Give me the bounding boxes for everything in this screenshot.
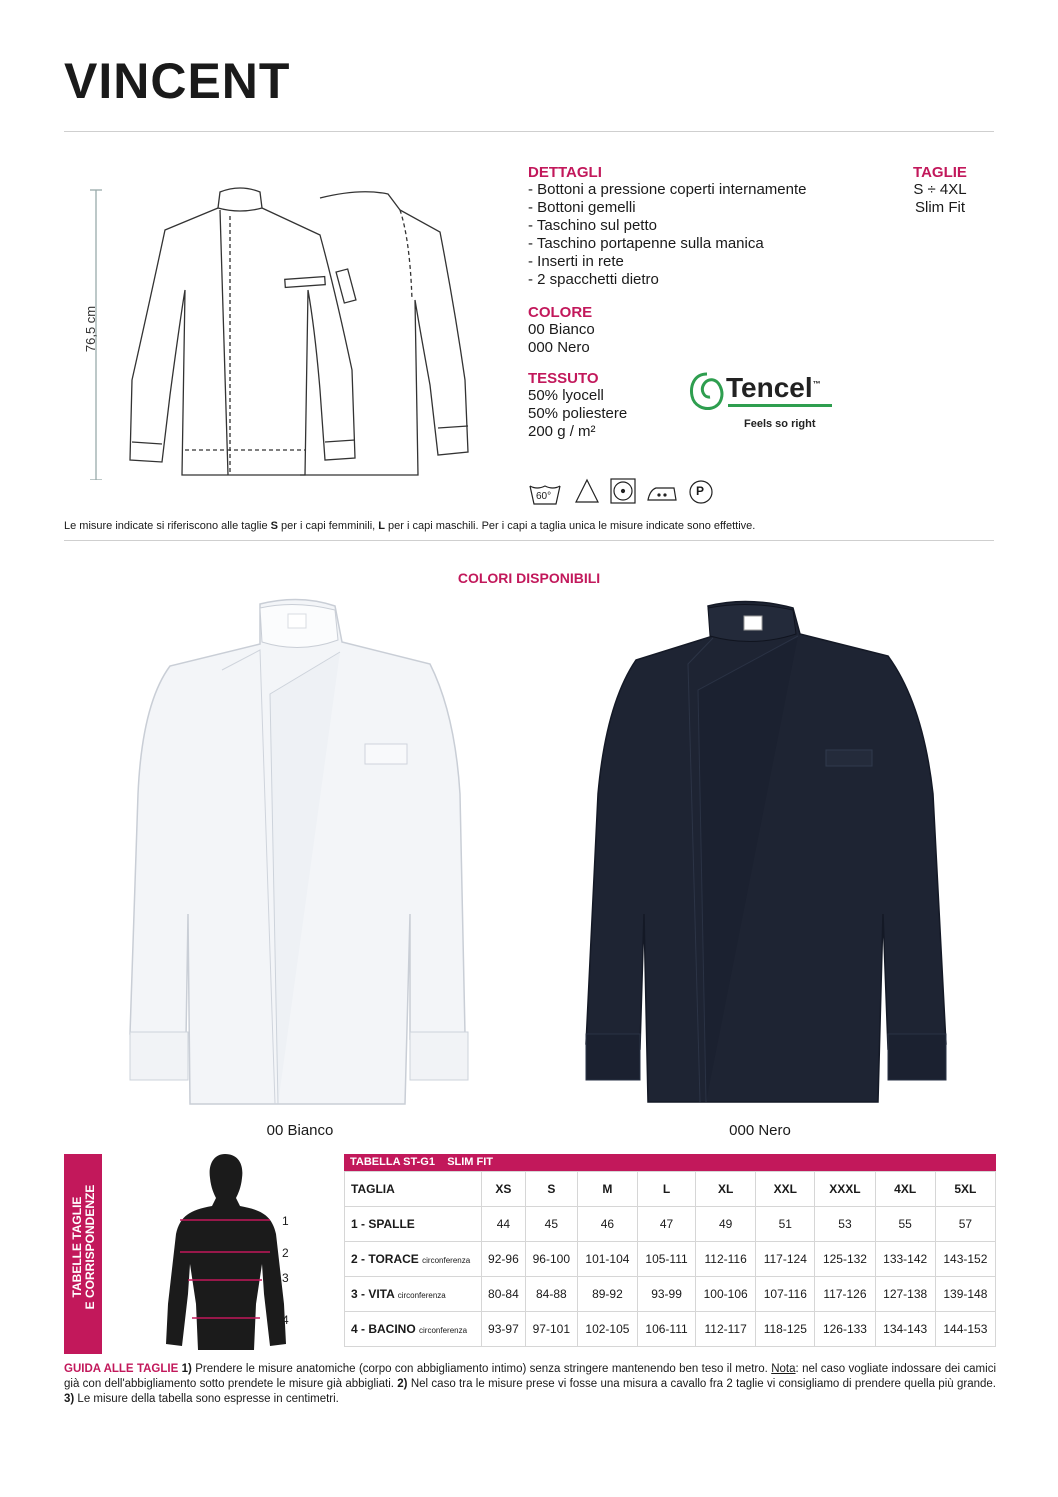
table-cell: 143-152 xyxy=(935,1242,995,1277)
bleach-triangle-icon xyxy=(574,478,600,504)
color-heading: COLORE xyxy=(528,304,593,321)
column-header: XXL xyxy=(756,1172,815,1207)
white-jacket-image xyxy=(110,594,490,1114)
sizes-fit: Slim Fit xyxy=(915,199,965,216)
column-header: XXXL xyxy=(815,1172,875,1207)
table-cell: 107-116 xyxy=(756,1277,815,1312)
table-cell: 57 xyxy=(935,1207,995,1242)
divider xyxy=(64,540,994,541)
table-cell: 92-96 xyxy=(482,1242,526,1277)
table-cell: 117-124 xyxy=(756,1242,815,1277)
table-cell: 127-138 xyxy=(875,1277,935,1312)
table-cell: 106-111 xyxy=(638,1312,696,1347)
table-cell: 134-143 xyxy=(875,1312,935,1347)
column-header: 4XL xyxy=(875,1172,935,1207)
table-cell: 93-97 xyxy=(482,1312,526,1347)
sizes-range: S ÷ 4XL xyxy=(913,181,967,198)
size-table xyxy=(344,1154,996,1347)
table-row xyxy=(345,1207,996,1242)
color-item: 00 Bianco xyxy=(528,321,595,338)
details-section xyxy=(528,164,888,289)
table-cell: 47 xyxy=(638,1207,696,1242)
sidebar-title: TABELLE TAGLIE E CORRISPONDENZE xyxy=(70,1184,97,1310)
table-cell: 102-105 xyxy=(577,1312,637,1347)
column-header: XS xyxy=(482,1172,526,1207)
table-cell: 53 xyxy=(815,1207,875,1242)
details-item: - 2 spacchetti dietro xyxy=(528,271,659,288)
sizes-section xyxy=(900,164,980,217)
body-silhouette xyxy=(150,1154,300,1350)
size-guide: GUIDA ALLE TAGLIE 1) Prendere le misure anatomiche (corpo con abbigliamento intimo) senza stringere mantenendo ben teso il metro. Nota: nel caso vogliate indossare dei camici già con dell'abbigliamento sotto prendete le misure già abbigliati. 2) Nel caso tra le misure prese vi fosse una misura a cavallo fra 2 taglie vi consigliamo di prendere quella più grande. 3) Le misure della tabella sono espresse in centimetri. xyxy=(64,1363,996,1405)
details-item: - Bottoni a pressione coperti internamente xyxy=(528,181,807,198)
table-row xyxy=(345,1277,996,1312)
black-jacket-image xyxy=(548,594,968,1114)
table-cell: 97-101 xyxy=(525,1312,577,1347)
height-label: 76,5 cm xyxy=(83,305,99,353)
table-cell: 133-142 xyxy=(875,1242,935,1277)
column-header: 5XL xyxy=(935,1172,995,1207)
table-cell: 112-117 xyxy=(696,1312,756,1347)
details-item: - Bottoni gemelli xyxy=(528,199,636,216)
table-cell: 89-92 xyxy=(577,1277,637,1312)
table-cell: 101-104 xyxy=(577,1242,637,1277)
table-cell: 96-100 xyxy=(525,1242,577,1277)
table-cell: 93-99 xyxy=(638,1277,696,1312)
fabric-heading: TESSUTO xyxy=(528,370,599,387)
details-item: - Inserti in rete xyxy=(528,253,624,270)
table-row xyxy=(345,1312,996,1347)
body-marker: 4 xyxy=(282,1313,289,1327)
row-label: 3 - VITA circonferenza xyxy=(345,1277,482,1312)
table-cell: 100-106 xyxy=(696,1277,756,1312)
size-table-header: TABELLA ST-G1 SLIM FIT xyxy=(344,1154,996,1171)
body-marker: 1 xyxy=(282,1214,289,1228)
column-header: L xyxy=(638,1172,696,1207)
details-item: - Taschino portapenne sulla manica xyxy=(528,235,764,252)
color-item: 000 Nero xyxy=(528,339,590,356)
white-jacket-label: 00 Bianco xyxy=(266,1122,334,1139)
tencel-underline xyxy=(728,404,832,407)
row-label: 1 - SPALLE xyxy=(345,1207,482,1242)
table-cell: 118-125 xyxy=(756,1312,815,1347)
care-symbols xyxy=(528,478,728,510)
table-cell: 144-153 xyxy=(935,1312,995,1347)
table-cell: 139-148 xyxy=(935,1277,995,1312)
column-header: S xyxy=(525,1172,577,1207)
table-cell: 117-126 xyxy=(815,1277,875,1312)
size-table-sidebar xyxy=(64,1154,102,1354)
body-marker: 2 xyxy=(282,1246,289,1260)
column-header: XL xyxy=(696,1172,756,1207)
tumble-dry-icon xyxy=(610,478,636,504)
iron-icon xyxy=(646,482,678,504)
technical-drawing xyxy=(70,180,510,480)
black-jacket-label: 000 Nero xyxy=(729,1122,791,1139)
table-cell: 44 xyxy=(482,1207,526,1242)
tencel-logo xyxy=(688,368,838,438)
table-cell: 45 xyxy=(525,1207,577,1242)
column-header: M xyxy=(577,1172,637,1207)
table-cell: 55 xyxy=(875,1207,935,1242)
fabric-item: 50% poliestere xyxy=(528,405,628,422)
table-cell: 112-116 xyxy=(696,1242,756,1277)
available-colors-heading: COLORI DISPONIBILI xyxy=(457,570,601,586)
table-cell: 46 xyxy=(577,1207,637,1242)
size-note: Le misure indicate si riferiscono alle taglie S per i capi femminili, L per i capi maschili. Per i capi a taglia unica le misure indicate sono effettive. xyxy=(64,520,756,532)
table-cell: 125-132 xyxy=(815,1242,875,1277)
dry-clean-letter: P xyxy=(696,484,705,498)
tencel-brand: Tencel™ xyxy=(726,372,821,403)
table-row xyxy=(345,1242,996,1277)
wash-temp: 60° xyxy=(536,491,552,502)
column-header: TAGLIA xyxy=(345,1172,482,1207)
table-cell: 84-88 xyxy=(525,1277,577,1312)
table-cell: 80-84 xyxy=(482,1277,526,1312)
fabric-item: 50% lyocell xyxy=(528,387,604,404)
color-section xyxy=(528,304,728,357)
details-item: - Taschino sul petto xyxy=(528,217,657,234)
row-label: 2 - TORACE circonferenza xyxy=(345,1242,482,1277)
details-heading: DETTAGLI xyxy=(528,164,602,181)
table-cell: 51 xyxy=(756,1207,815,1242)
table-cell: 49 xyxy=(696,1207,756,1242)
tencel-tagline: Feels so right xyxy=(744,418,816,430)
row-label: 4 - BACINO circonferenza xyxy=(345,1312,482,1347)
product-title: VINCENT xyxy=(64,53,291,109)
fabric-item: 200 g / m² xyxy=(528,423,596,440)
body-marker: 3 xyxy=(282,1271,289,1285)
tencel-leaf-icon xyxy=(688,370,726,412)
divider xyxy=(64,131,994,132)
table-cell: 126-133 xyxy=(815,1312,875,1347)
sizes-heading: TAGLIE xyxy=(913,164,967,181)
table-cell: 105-111 xyxy=(638,1242,696,1277)
